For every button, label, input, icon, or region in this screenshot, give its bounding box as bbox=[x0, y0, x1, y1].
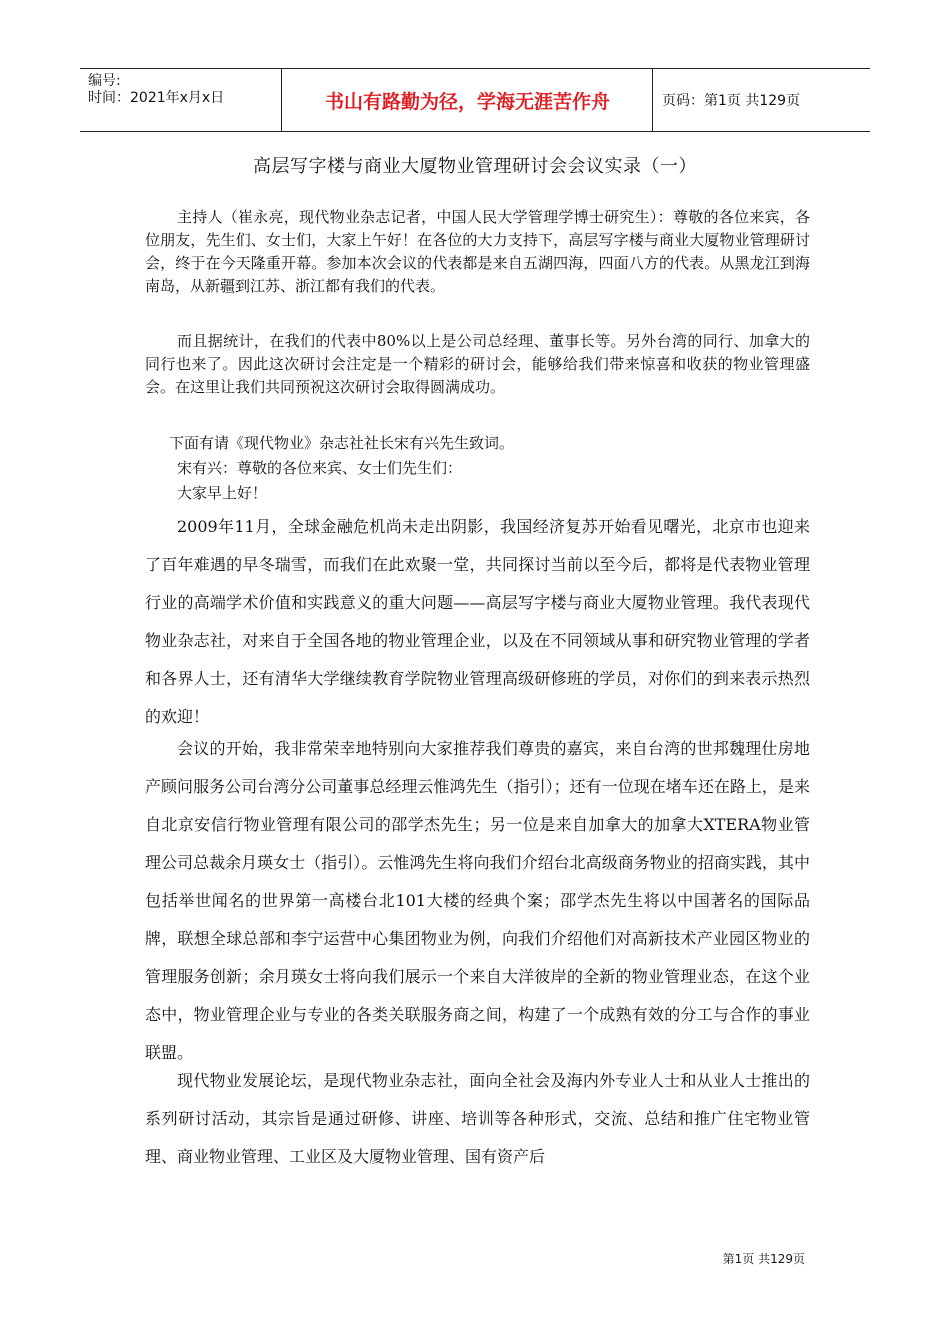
number-label: 编号: bbox=[88, 73, 121, 89]
paragraph-forum: 现代物业发展论坛，是现代物业杂志社，面向全社会及海内外专业人士和从业人士推出的系列研讨活动，其宗旨是通过研修、讲座、培训等各种形式，交流、总结和推广住宅物业管理、商业物业管理、工业区及大厦物业管理、国有资产后 bbox=[145, 1071, 810, 1166]
paragraph-guests: 会议的开始，我非常荣幸地特别向大家推荐我们尊贵的嘉宾，来自台湾的世邦魏理仕房地产顾问服务公司台湾分公司董事总经理云惟鸿先生（指引）；还有一位现在堵车还在路上，是来自北京安信行物业管理有限公司的邵学杰先生；另一位是来自加拿大的加拿大XTERA物业管理公司总裁余月瑛女士（指引）。云惟鸿先生将向我们介绍台北高级商务物业的招商实践，其中包括举世闻名的世界第一高楼台北101大楼的经典个案；邵学杰先生将以中国著名的国际品牌，联想全球总部和李宁运营中心集团物业为例，向我们介绍他们对高新技术产业园区物业的管理服务创新；余月瑛女士将向我们展示一个来自大洋彼岸的全新的物业管理业态，在这个业态中，物业管理企业与专业的各类关联服务商之间，构建了一个成熟有效的分工与合作的事业联盟。 bbox=[145, 739, 810, 1062]
header-table bbox=[80, 68, 870, 132]
paragraph-speaker-greeting: 宋有兴：尊敬的各位来宾、女士们先生们： bbox=[177, 459, 463, 477]
header-meta-cell bbox=[80, 69, 282, 131]
time-label: 时间：2021年x月x日 bbox=[88, 90, 225, 106]
paragraph-invite-speaker: 下面有请《现代物业》杂志社社长宋有兴先生致词。 bbox=[169, 434, 515, 452]
header-page-info: 页码：第1页 共129页 bbox=[662, 93, 801, 109]
document-title: 高层写字楼与商业大厦物业管理研讨会会议实录（一） bbox=[253, 156, 697, 177]
page-footer: 第1页 共129页 bbox=[722, 1252, 805, 1266]
header-motto: 书山有路勤为径，学海无涯苦作舟 bbox=[283, 69, 653, 131]
paragraph-good-morning: 大家早上好！ bbox=[177, 484, 268, 502]
paragraph-statistics: 而且据统计，在我们的代表中80%以上是公司总经理、董事长等。另外台湾的同行、加拿大的同行也来了。因此这次研讨会注定是一个精彩的研讨会，能够给我们带来惊喜和收获的物业管理盛会。在这里让我们共同预祝这次研讨会取得圆满成功。 bbox=[145, 332, 810, 396]
paragraph-welcome: 2009年11月，全球金融危机尚未走出阴影，我国经济复苏开始看见曙光，北京市也迎来了百年难遇的早冬瑞雪，而我们在此欢聚一堂，共同探讨当前以至今后，都将是代表物业管理行业的高端学术价值和实践意义的重大问题——高层写字楼与商业大厦物业管理。我代表现代物业杂志社，对来自于全国各地的物业管理企业，以及在不同领域从事和研究物业管理的学者和各界人士，还有清华大学继续教育学院物业管理高级研修班的学员，对你们的到来表示热烈的欢迎！ bbox=[145, 517, 810, 726]
paragraph-host-intro: 主持人（崔永亮，现代物业杂志记者，中国人民大学管理学博士研究生）：尊敬的各位来宾，各位朋友，先生们、女士们，大家上午好！在各位的大力支持下，高层写字楼与商业大厦物业管理研讨会，终于在今天隆重开幕。参加本次会议的代表都是来自五湖四海，四面八方的代表。从黑龙江到海南岛，从新疆到江苏、浙江都有我们的代表。 bbox=[145, 208, 810, 295]
